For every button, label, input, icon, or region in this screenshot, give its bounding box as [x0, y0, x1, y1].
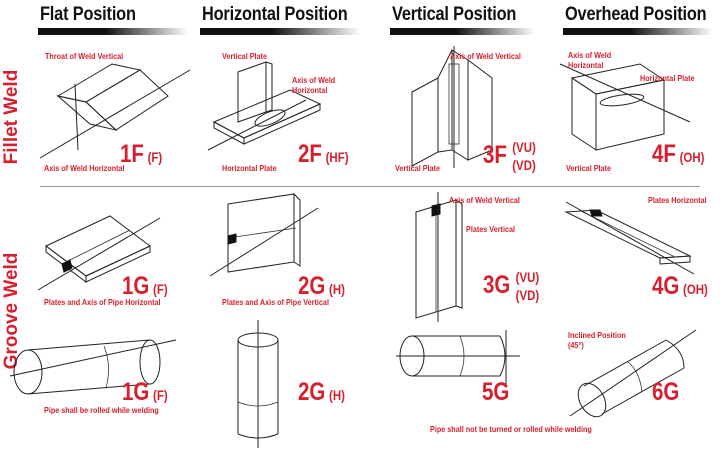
label-axis-weld-4f-line1: Axis of Weld	[568, 50, 612, 60]
label-inclined-angle: (45°)	[568, 340, 584, 350]
code-2g-plate-main: 2G	[298, 272, 326, 300]
code-2g-pipe-sub: (H)	[329, 387, 345, 403]
label-axis-weld-2f-line1: Axis of Weld	[292, 75, 336, 85]
code-3f-sub-vd: (VD)	[512, 157, 536, 173]
label-plates-horizontal-4g: Plates Horizontal	[648, 195, 707, 205]
code-1f-main: 1F	[120, 140, 144, 168]
code-3g	[483, 268, 539, 304]
code-4g-sub: (OH)	[683, 281, 708, 297]
label-plates-axis-vertical: Plates and Axis of Pipe Vertical	[222, 297, 329, 307]
code-1f-sub: (F)	[147, 149, 163, 165]
label-horizontal-plate-4f: Horizontal Plate	[640, 73, 695, 83]
label-plates-axis-horizontal: Plates and Axis of Pipe Horizontal	[44, 297, 161, 307]
code-3f-sub-vu: (VU)	[512, 139, 536, 155]
code-2g-pipe	[298, 378, 345, 407]
code-3g-main: 3G	[483, 271, 511, 299]
label-axis-weld-2f-line2: Horizontal	[292, 85, 328, 95]
code-1g-pipe-main: 1G	[122, 378, 150, 406]
code-1g-pipe-sub: (F)	[153, 387, 168, 403]
row-label-fillet-weld: Fillet Weld	[1, 69, 22, 165]
groove-horizontal-pipe-drawing	[238, 320, 278, 448]
label-horizontal-plate-2f: Horizontal Plate	[222, 163, 277, 173]
label-inclined-position: Inclined Position	[568, 330, 626, 340]
code-6g	[652, 378, 679, 407]
label-axis-weld-4f-line2: Horizontal	[568, 60, 604, 70]
code-1g-pipe	[122, 378, 168, 407]
code-3f-sub	[512, 138, 536, 174]
label-axis-vertical-3g: Axis of Weld Vertical	[449, 195, 520, 205]
code-2f-sub: (HF)	[325, 149, 349, 165]
header-horizontal-position: Horizontal Position	[202, 4, 348, 25]
row-label-groove-weld: Groove Weld	[1, 252, 22, 370]
code-3g-sub	[516, 268, 540, 304]
groove-horizontal-plate-drawing	[210, 194, 318, 276]
code-2f	[298, 140, 349, 169]
fillet-vertical-drawing	[412, 46, 492, 168]
code-1g-plate-main: 1G	[122, 272, 150, 300]
code-1f	[120, 140, 162, 169]
code-3g-sub-vu: (VU)	[515, 269, 540, 285]
code-3f-main: 3F	[483, 141, 507, 169]
code-1g-plate-sub: (F)	[153, 281, 168, 297]
label-vertical-plate-2f: Vertical Plate	[222, 51, 267, 61]
code-5g	[482, 378, 509, 407]
header-overhead-position: Overhead Position	[565, 4, 707, 25]
label-pipe-rolled: Pipe shall be rolled while welding	[44, 405, 159, 415]
header-vertical-position: Vertical Position	[392, 4, 517, 25]
code-4g-main: 4G	[652, 272, 680, 300]
groove-vertical-plate-drawing	[416, 192, 462, 322]
code-3f	[483, 138, 536, 174]
code-4g	[652, 272, 708, 301]
label-axis-vertical-3f: Axis of Weld Vertical	[450, 51, 521, 61]
header-flat-position: Flat Position	[40, 4, 136, 25]
code-2g-pipe-main: 2G	[298, 378, 326, 406]
groove-overhead-pipe-drawing	[570, 330, 696, 422]
code-4f-main: 4F	[652, 140, 676, 168]
fillet-flat-drawing	[40, 64, 190, 158]
code-5g-main: 5G	[482, 378, 510, 406]
label-vertical-plate-3f: Vertical Plate	[395, 163, 440, 173]
groove-overhead-plate-drawing	[566, 202, 694, 274]
code-6g-main: 6G	[652, 378, 680, 406]
label-pipe-not-turned: Pipe shall not be turned or rolled while welding	[430, 424, 592, 434]
label-plates-vertical-3g: Plates Vertical	[466, 224, 516, 234]
label-axis-horizontal-1f: Axis of Weld Horizontal	[44, 163, 125, 173]
code-1g-plate	[122, 272, 168, 301]
code-3g-sub-vd: (VD)	[515, 287, 540, 303]
label-vertical-plate-4f: Vertical Plate	[566, 163, 611, 173]
label-throat-vertical: Throat of Weld Vertical	[45, 51, 124, 61]
code-2g-plate	[298, 272, 345, 301]
code-4f	[652, 140, 704, 169]
code-2g-plate-sub: (H)	[329, 281, 345, 297]
code-4f-sub: (OH)	[679, 149, 705, 165]
code-2f-main: 2F	[298, 140, 322, 168]
